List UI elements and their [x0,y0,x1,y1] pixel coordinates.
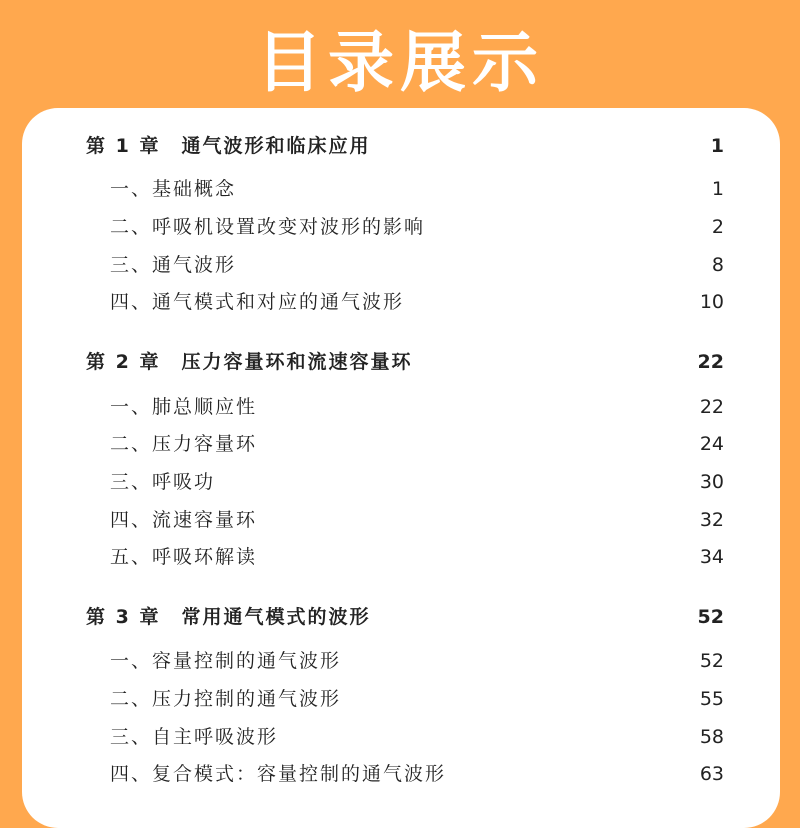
chapter-page-number: 1 [710,135,724,157]
toc-entry [22,759,780,789]
toc-entry [22,174,780,204]
chapter-title: 第 1 章 通气波形和临床应用 [86,135,371,157]
toc-entry [22,467,780,497]
chapter-page-number: 22 [697,351,724,373]
toc-entry [22,646,780,676]
section-page-number: 8 [711,254,724,276]
chapter-page-number: 52 [697,606,724,628]
toc-entry [22,505,780,535]
page-title: 目录展示 [256,23,544,101]
section-page-number: 10 [699,291,724,313]
section-title: 四、通气模式和对应的通气波形 [110,291,405,313]
section-page-number: 52 [699,650,724,672]
section-title: 四、流速容量环 [110,509,258,531]
section-title: 一、基础概念 [110,178,237,200]
section-title: 二、压力控制的通气波形 [110,688,342,710]
toc-entry [22,392,780,422]
section-title: 四、复合模式：容量控制的通气波形 [110,763,447,785]
chapter-3-row [22,602,780,632]
chapter-2-row [22,347,780,377]
section-page-number: 34 [699,546,724,568]
section-title: 三、通气波形 [110,254,237,276]
section-title: 一、容量控制的通气波形 [110,650,342,672]
toc-entry [22,212,780,242]
section-page-number: 2 [711,216,724,238]
section-title: 二、压力容量环 [110,433,258,455]
section-title: 五、呼吸环解读 [110,546,258,568]
section-page-number: 32 [699,509,724,531]
toc-entry [22,250,780,280]
chapter-title: 第 2 章 压力容量环和流速容量环 [86,351,413,373]
chapter-title: 第 3 章 常用通气模式的波形 [86,606,371,628]
section-page-number: 30 [699,471,724,493]
section-page-number: 55 [699,688,724,710]
toc-entry [22,684,780,714]
toc-entry [22,429,780,459]
chapter-1-row [22,131,780,161]
toc-card [22,108,780,828]
section-page-number: 1 [711,178,724,200]
section-page-number: 22 [699,396,724,418]
section-page-number: 63 [699,763,724,785]
toc-entry [22,542,780,572]
section-title: 一、肺总顺应性 [110,396,258,418]
section-title: 三、呼吸功 [110,471,216,493]
section-title: 二、呼吸机设置改变对波形的影响 [110,216,426,238]
toc-entry [22,722,780,752]
toc-entry [22,287,780,317]
section-page-number: 24 [699,433,724,455]
section-title: 三、自主呼吸波形 [110,726,279,748]
section-page-number: 58 [699,726,724,748]
